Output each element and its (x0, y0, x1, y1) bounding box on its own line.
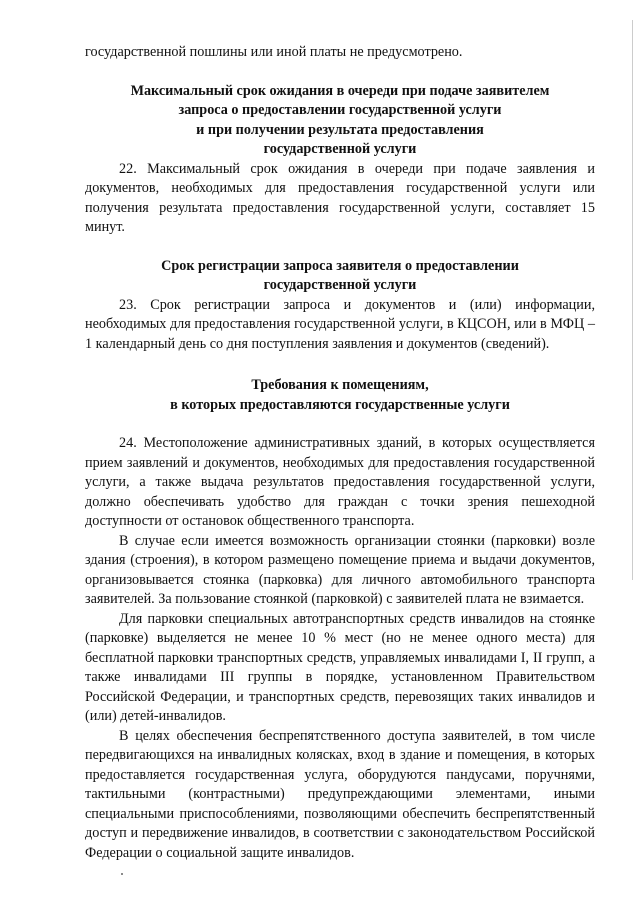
heading-line: государственной услуги (263, 141, 417, 157)
heading-line: Максимальный срок ожидания в очереди при подаче заявителем (130, 82, 550, 99)
heading-line: запроса о предоставлении государственной услуги (178, 102, 502, 118)
heading-line: и при получении результата предоставления (196, 121, 484, 138)
heading-line: государственной услуги (263, 277, 417, 293)
section-heading-premises (85, 376, 595, 415)
paragraph-accessibility: В целях обеспечения беспрепятственного доступа заявителей, в том числе передвигающихся на инвалидных колясках, вход в здание и помещения, в которых предоставляется государственная услуга, оборудуются пандусами, поручнями, тактильными (контрастными) предупреждающими элементами, иными специальными приспособлениями, позволяющими обеспечить беспрепятственный доступ и передвижение инвалидов, в соответствии с законодательством Российской Федерации о социальной защите инвалидов. (85, 727, 595, 861)
paragraph-23: 23. Срок регистрации запроса и документов и (или) информации, необходимых для предоставления государственной услуги, в КЦСОН, или в МФЦ – 1 календарный день со дня поступления заявления и документов (сведений). (85, 296, 595, 352)
page-edge-line (632, 20, 633, 580)
section-heading-queue (85, 82, 595, 160)
paragraph-22: 22. Максимальный срок ожидания в очереди при подаче заявления и документов, необходимых для предоставления государственной услуги или получения результата предоставления государственной услуги, составляет 15 минут. (85, 160, 595, 235)
section-heading-registration (85, 257, 595, 296)
heading-line: Срок регистрации запроса заявителя о предоставлении (161, 257, 519, 274)
paragraph-disabled-parking: Для парковки специальных автотранспортных средств инвалидов на стоянке (парковке) выделяется не менее 10 % мест (но не менее одного места) для бесплатной парковки транспортных средств, управляемых инвалидами I, II групп, а также инвалидами III группы в порядке, установленном Правительством Российской Федерации, и транспортных средств, перевозящих таких инвалидов и (или) детей-инвалидов. (85, 610, 595, 724)
scan-speck (121, 873, 123, 875)
document-body (85, 43, 595, 863)
paragraph-parking: В случае если имеется возможность организации стоянки (парковки) возле здания (строения), в котором размещено помещение приема и выдачи документов, организовывается стоянка (парковка) для личного автомобильного транспорта заявителей. За пользование стоянкой (парковкой) с заявителей плата не взимается. (85, 532, 595, 607)
heading-line: Требования к помещениям, (251, 377, 429, 393)
paragraph-24: 24. Местоположение административных зданий, в которых осуществляется прием заявлений и документов, необходимых для предоставления государственной услуги, а также выдача результатов предоставления государственной услуги, должно обеспечивать удобство для граждан с точки зрения пешеходной доступности от остановок общественного транспорта. (85, 435, 595, 529)
heading-line: в которых предоставляются государственные услуги (170, 396, 510, 413)
intro-line: государственной пошлины или иной платы не предусмотрено. (85, 44, 463, 60)
